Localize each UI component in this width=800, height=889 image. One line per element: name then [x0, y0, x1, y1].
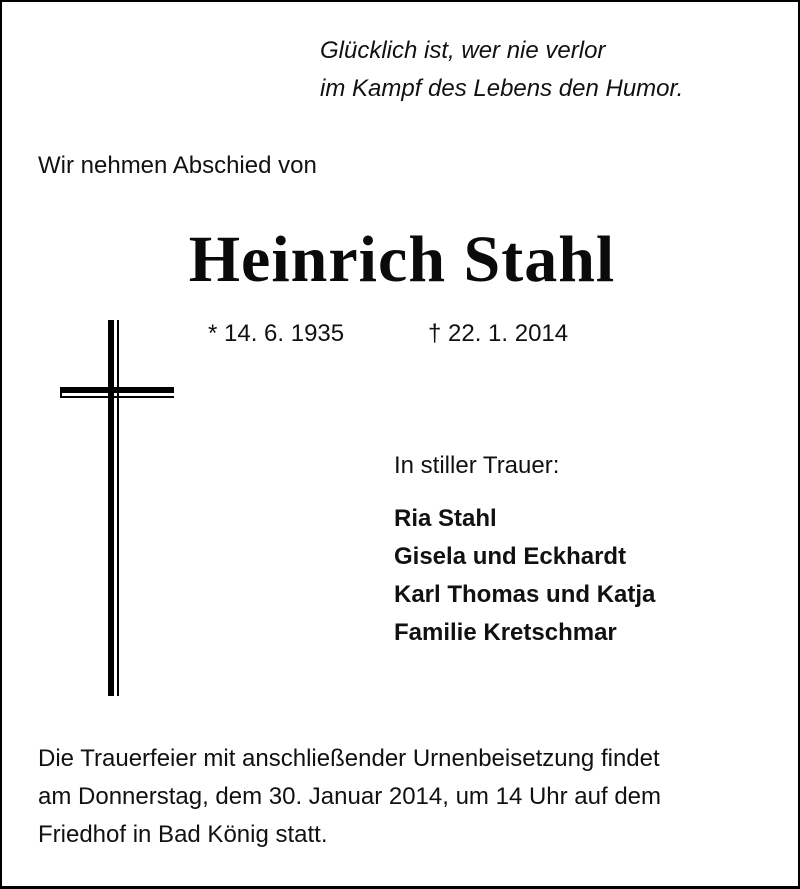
- cross-vertical-line: [117, 320, 119, 696]
- notice-line-1: Die Trauerfeier mit anschließender Urnenbeisetzung findet: [38, 745, 660, 772]
- family-member: Karl Thomas und Katja: [394, 581, 656, 608]
- cross-icon: [58, 320, 178, 700]
- quote-line-1: Glücklich ist, wer nie verlor: [320, 37, 606, 64]
- funeral-notice: [38, 740, 661, 854]
- deceased-name: Heinrich Stahl: [188, 223, 616, 296]
- birth-date: * 14. 6. 1935: [208, 320, 345, 347]
- cross-horizontal-beam: [60, 387, 174, 393]
- family-member: Gisela und Eckhardt: [394, 543, 627, 570]
- epitaph-quote: [320, 32, 683, 108]
- cross-corner-line: [60, 387, 62, 398]
- cross-vertical-beam: [108, 320, 114, 696]
- family-member: Ria Stahl: [394, 505, 497, 532]
- quote-line-2: im Kampf des Lebens den Humor.: [320, 75, 684, 102]
- family-member: Familie Kretschmar: [394, 619, 617, 646]
- notice-line-2: am Donnerstag, dem 30. Januar 2014, um 14 Uhr auf dem: [38, 783, 662, 810]
- death-date: † 22. 1. 2014: [428, 320, 569, 347]
- notice-line-3: Friedhof in Bad König statt.: [38, 821, 328, 848]
- family-list: [394, 500, 655, 652]
- farewell-intro: Wir nehmen Abschied von: [38, 152, 317, 179]
- cross-horizontal-line: [60, 396, 174, 398]
- mourning-heading: In stiller Trauer:: [394, 452, 560, 479]
